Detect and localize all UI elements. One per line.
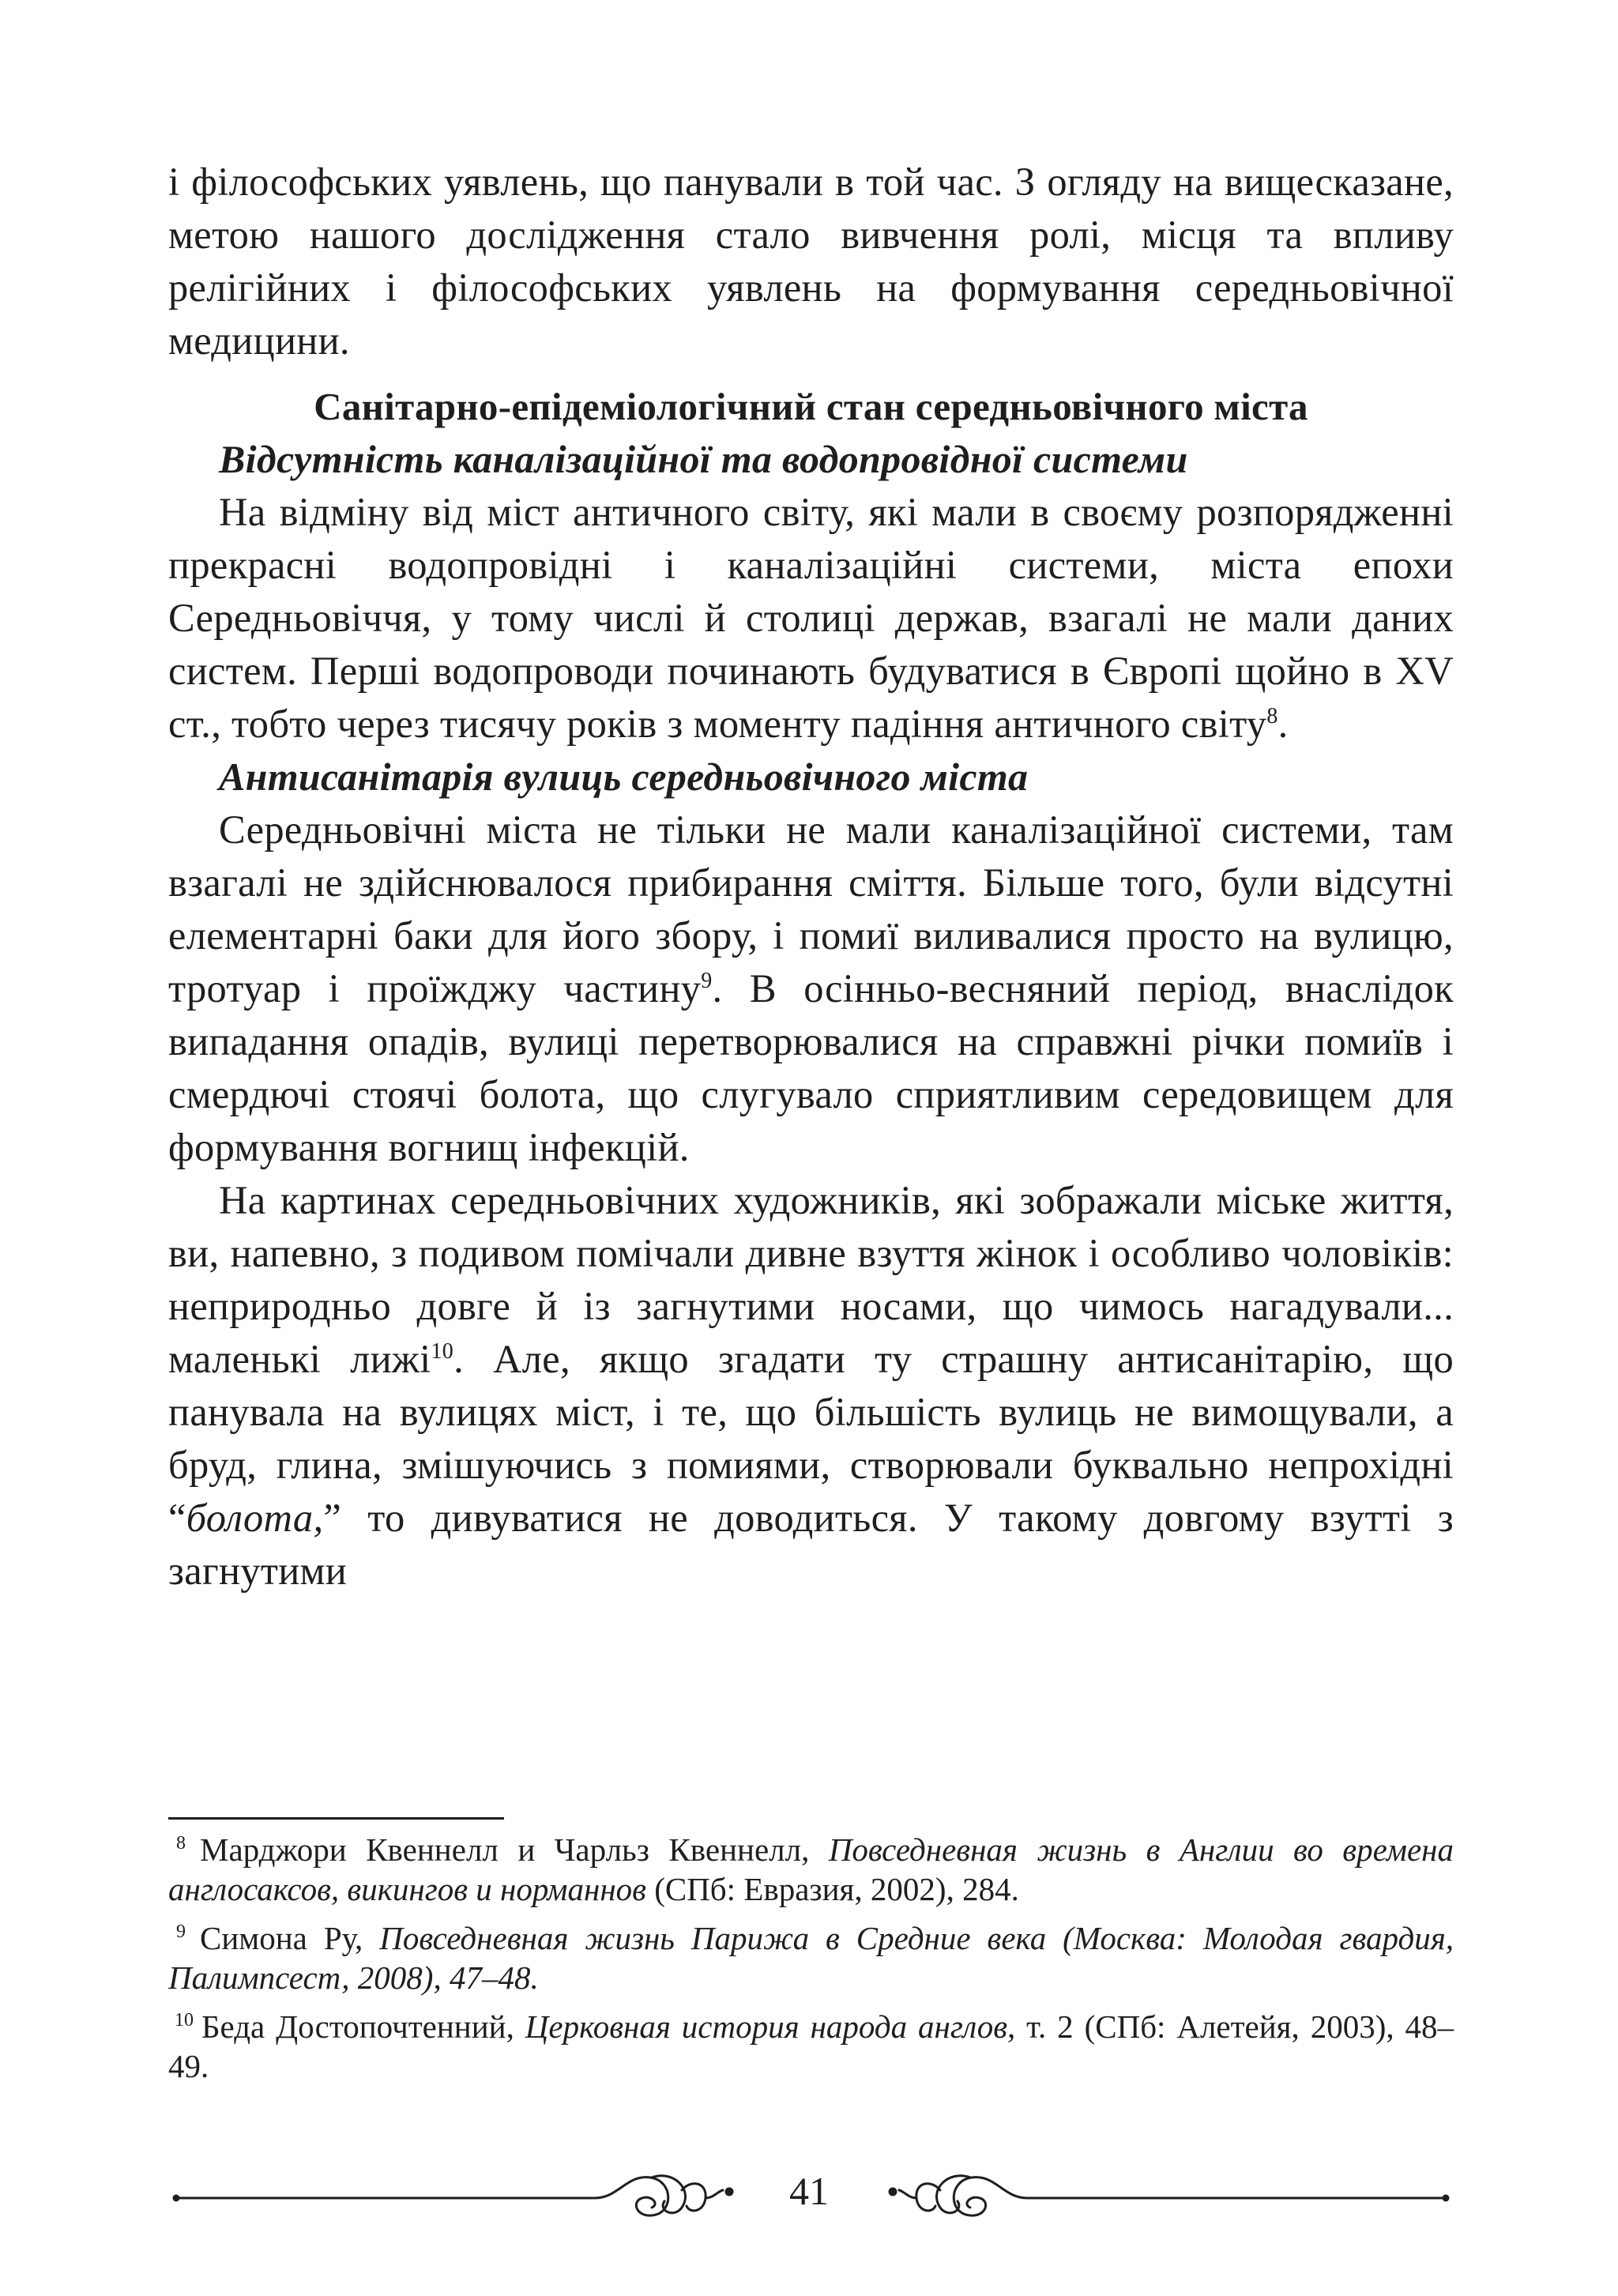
subheading-sewage: Відсутність каналізаційної та водопровідної системи xyxy=(219,437,1188,481)
paragraph-shoes xyxy=(168,1174,1454,1598)
footnote-ref-10: 10 xyxy=(431,1339,454,1364)
footnote-ref-9: 9 xyxy=(701,969,713,994)
paragraph-streets xyxy=(168,804,1454,1174)
footnote-title: Церковная история народа англов xyxy=(525,2008,1008,2045)
paragraph-water-supply xyxy=(168,486,1454,751)
page-number: 41 xyxy=(789,2169,829,2213)
paragraph-text: На картинах середньовічних художників, які зображали міське життя, ви, напевно, з подивом помічали дивне взуття жінок і особливо чоловіків: неприродньо довге й із загнутими носами, що чимось нагадували... маленькі лижі xyxy=(168,1178,1454,1381)
footnote-10 xyxy=(168,2007,1454,2086)
footnotes xyxy=(168,1830,1454,2095)
footnote-number: 8 xyxy=(176,1833,186,1854)
footnote-8 xyxy=(168,1830,1454,1909)
section-heading: Санітарно-епідеміологічний стан середньовічного міста xyxy=(314,385,1308,428)
footnote-title: Повседневная жизнь в Англии во времена англосаксов, викингов и норманнов xyxy=(168,1831,1454,1907)
ornament-swirl-right xyxy=(890,2176,1027,2215)
subheading-streets: Антисанітарія вулиць середньовічного міста xyxy=(219,755,1029,799)
intro-paragraph: і філософських уявлень, що панували в той час. З огляду на вищесказане, метою нашого дослідження стало вивчення ролі, місця та впливу релігійних і філософських уявлень на формування середньовічної медицини. xyxy=(168,160,1454,363)
footnote-number: 10 xyxy=(175,2010,194,2031)
footnote-author: Марджори Квеннелл и Чарльз Квеннелл, xyxy=(200,1831,829,1868)
footnote-title: Повседневная жизнь Парижа в Средние века (Москва: Молодая гвардия, Палимпсест, 2008), 47–48. xyxy=(168,1920,1454,1996)
main-text xyxy=(168,156,1454,1598)
footnote-author: Беда Достопочтенний, xyxy=(201,2008,525,2045)
footnote-ref-8: 8 xyxy=(1266,704,1278,729)
footnote-rest: , т. 2 (СПб: Алетейя, 2003), 48–49. xyxy=(168,2008,1454,2084)
ornament-swirl-left xyxy=(595,2176,732,2215)
paragraph-text: . В осінньо-весняний період, внаслідок випадання опадів, вулиці перетворювалися на справжні річки помиїв і смердючі стоячі болота, що слугувало сприятливим середовищем для формування вогнищ інфекцій. xyxy=(168,966,1454,1169)
paragraph-text: На відміну від міст античного світу, які мали в своєму розпорядженні прекрасні водопровідні і каналізаційні системи, міста епохи Середньовіччя, у тому числі й столиці держав, взагалі не мали даних систем. Перші водопроводи починають будуватися в Європі щойно в XV ст., тобто через тисячу років з моменту падіння античного світу xyxy=(168,490,1454,746)
paragraph-text: ” то дивуватися не доводиться. У такому довгому взутті з загнутими xyxy=(168,1496,1454,1593)
footnote-9 xyxy=(168,1918,1454,1997)
paragraph-text: . xyxy=(1277,702,1289,746)
paragraph-text: . Але, якщо згадати ту страшну антисанітарію, що панувала на вулицях міст, і те, що більшість вулиць не вимощували, а бруд, глина, змішуючись з помиями, створювали буквально непрохідні “ xyxy=(168,1337,1454,1540)
footnote-separator xyxy=(168,1817,504,1820)
footnote-rest: (СПб: Евразия, 2002), 284. xyxy=(645,1871,1019,1907)
italic-word: болота, xyxy=(186,1496,324,1540)
footnote-number: 9 xyxy=(176,1921,186,1943)
footnote-author: Симона Ру, xyxy=(200,1920,380,1956)
paragraph-text: Середньовічні міста не тільки не мали каналізаційної системи, там взагалі не здійснювалося прибирання сміття. Більше того, були відсутні елементарні баки для його збору, і помиї виливалися просто на вулицю, тротуар і проїжджу частину xyxy=(168,807,1454,1011)
